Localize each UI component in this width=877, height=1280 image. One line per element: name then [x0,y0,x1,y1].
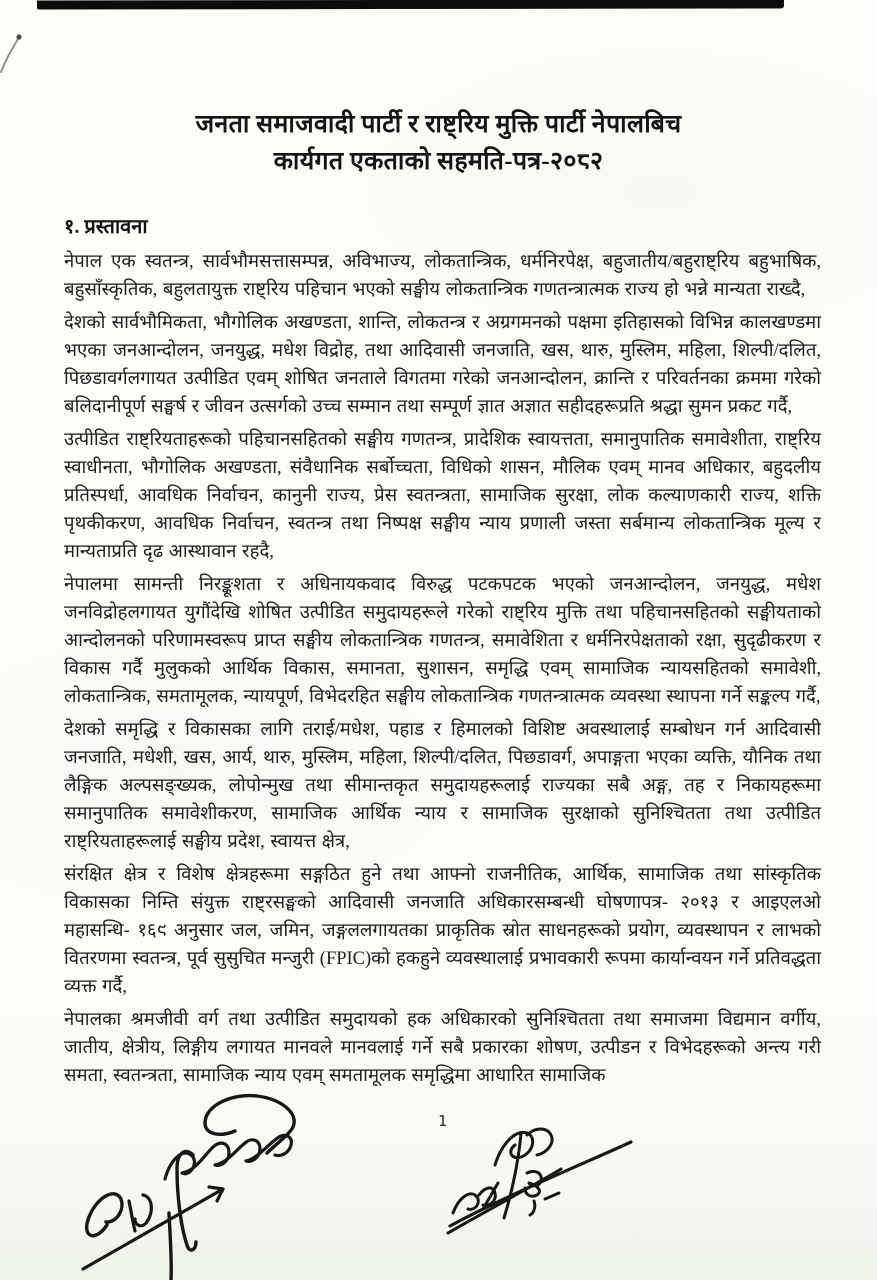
scan-edge-band [37,0,784,10]
corner-pen-mark [0,28,30,76]
paragraph: नेपाल एक स्वतन्त्र, सार्वभौमसत्तासम्पन्न, अविभाज्य, लोकतान्त्रिक, धर्मनिरपेक्ष, बहुजातीय/बहुराष्ट्रिय बहुभाषिक, बहुसाँस्कृतिक, बहुलतायुक्त राष्ट्रिय पहिचान भएको सङ्घीय लोकतान्त्रिक गणतन्त्रात्मक राज्य हो भन्ने मान्यता राख्दै, [64,252,821,300]
paragraph: देशको समृद्धि र विकासका लागि तराई/मधेश, पहाड र हिमालको विशिष्ट अवस्थालाई सम्बोधन गर्न आदिवासी जनजाति, मधेशी, खस, आर्य, थारु, मुस्लिम, महिला, शिल्पी/दलित, पिछडावर्ग, अपाङ्गता भएका व्यक्ति, यौनिक तथा लैङ्गिक अल्पसङ्ख्यक, लोपोन्मुख तथा सीमान्तकृत समुदायहरूलाई राज्यका सबै अङ्ग, तह र निकायहरूमा समानुपातिक समावेशीकरण, सामाजिक आर्थिक न्याय र सामाजिक सुरक्षाको सुनिश्चितता तथा उत्पीडित राष्ट्रियताहरूलाई सङ्घीय प्रदेश, स्वायत्त क्षेत्र, [64,720,821,852]
title-line-2: कार्यगत एकताको सहमति-पत्र-२०८२ [273,148,604,175]
section-heading: १. प्रस्तावना [64,216,148,238]
paragraph: संरक्षित क्षेत्र र विशेष क्षेत्रहरूमा सङ्गठित हुने तथा आफ्नो राजनीतिक, आर्थिक, सामाजिक तथा सांस्कृतिक विकासका निम्ति संयुक्त राष्ट्रसङ्घको आदिवासी जनजाति अधिकारसम्बन्धी घोषणापत्र- २०१३ र आइएलओ महासन्धि- १६९ अनुसार जल, जमिन, जङ्गललगायतका प्राकृतिक स्रोत साधनहरूको प्रयोग, व्यवस्थापन र लाभको वितरणमा स्वतन्त्र, पूर्व सुसुचित मन्जुरी (FPIC)को हकहुने व्यवस्थालाई प्रभावकारी रूपमा कार्यान्वयन गर्ने प्रतिवद्धता व्यक्त गर्दै, [64,865,821,997]
paragraph: उत्पीडित राष्ट्रियताहरूको पहिचानसहितको सङ्घीय गणतन्त्र, प्रादेशिक स्वायत्तता, समानुपातिक समावेशीता, राष्ट्रिय स्वाधीनता, भौगोलिक अखण्डता, संवैधानिक सर्बोच्चता, विधिको शासन, मौलिक एवम् मानव अधिकार, बहुदलीय प्रतिस्पर्धा, आवधिक निर्वाचन, कानुनी राज्य, प्रेस स्वतन्त्रता, सामाजिक सुरक्षा, लोक कल्याणकारी राज्य, शक्ति पृथकीकरण, आवधिक निर्वाचन, स्वतन्त्र तथा निष्पक्ष सङ्घीय न्याय प्रणाली जस्ता सर्बमान्य लोकतान्त्रिक मूल्य र मान्यताप्रति दृढ आस्थावान रहदै, [64,430,821,562]
handwritten-signature-left [55,1085,325,1280]
document-title [0,106,877,180]
page-number: 1 [438,1112,448,1130]
title-line-1: जनता समाजवादी पार्टी र राष्ट्रिय मुक्ति पार्टी नेपालबिच [195,111,682,138]
paragraph: नेपालका श्रमजीवी वर्ग तथा उत्पीडित समुदायको हक अधिकारको सुनिश्चितता तथा समाजमा विद्यमान वर्गीय, जातीय, क्षेत्रीय, लिङ्गीय लगायत मानवले मानवलाई गर्ने सबै प्रकारका शोषण, उत्पीडन र विभेदहरूको अन्त्य गरी समता, स्वतन्त्रता, सामाजिक न्याय एवम् समतामूलक समृद्धिमा आधारित सामाजिक [64,1010,821,1086]
paragraph: नेपालमा सामन्ती निरङ्कूशता र अधिनायकवाद विरुद्ध पटकपटक भएको जनआन्दोलन, जनयुद्ध, मधेश जनविद्रोहलगायत युगौंदेखि शोषित उत्पीडित समुदायहरूले गरेको राष्ट्रिय मुक्ति तथा पहिचानसहितको सङ्घीयताको आन्दोलनको परिणामस्वरूप प्राप्त सङ्घीय लोकतान्त्रिक गणतन्त्र, समावेशिता र धर्मनिरपेक्षताको रक्षा, सुदृढीकरण र विकास गर्दै मुलुकको आर्थिक विकास, समानता, सुशासन, समृद्धि एवम् सामाजिक न्यायसहितको समावेशी, लोकतान्त्रिक, समतामूलक, न्यायपूर्ण, विभेदरहित सङ्घीय लोकतान्त्रिक गणतन्त्रात्मक व्यवस्था स्थापना गर्ने सङ्कल्प गर्दै, [64,575,821,707]
handwritten-signature-right [435,1125,665,1245]
document-body [64,214,821,1095]
paragraph: देशको सार्वभौमिकता, भौगोलिक अखण्डता, शान्ति, लोकतन्त्र र अग्रगमनको पक्षमा इतिहासको विभिन्न कालखण्डमा भएका जनआन्दोलन, जनयुद्ध, मधेश विद्रोह, तथा आदिवासी जनजाति, खस, थारु, मुस्लिम, महिला, शिल्पी/दलित, पिछडावर्गलगायत उत्पीडित एवम् शोषित जनताले विगतमा गरेको जनआन्दोलन, क्रान्ति र परिवर्तनका क्रममा गरेको बलिदानीपूर्ण सङ्घर्ष र जीवन उत्सर्गको उच्च सम्मान तथा सम्पूर्ण ज्ञात अज्ञात सहीदहरूप्रति श्रद्धा सुमन प्रकट गर्दै, [64,313,821,417]
